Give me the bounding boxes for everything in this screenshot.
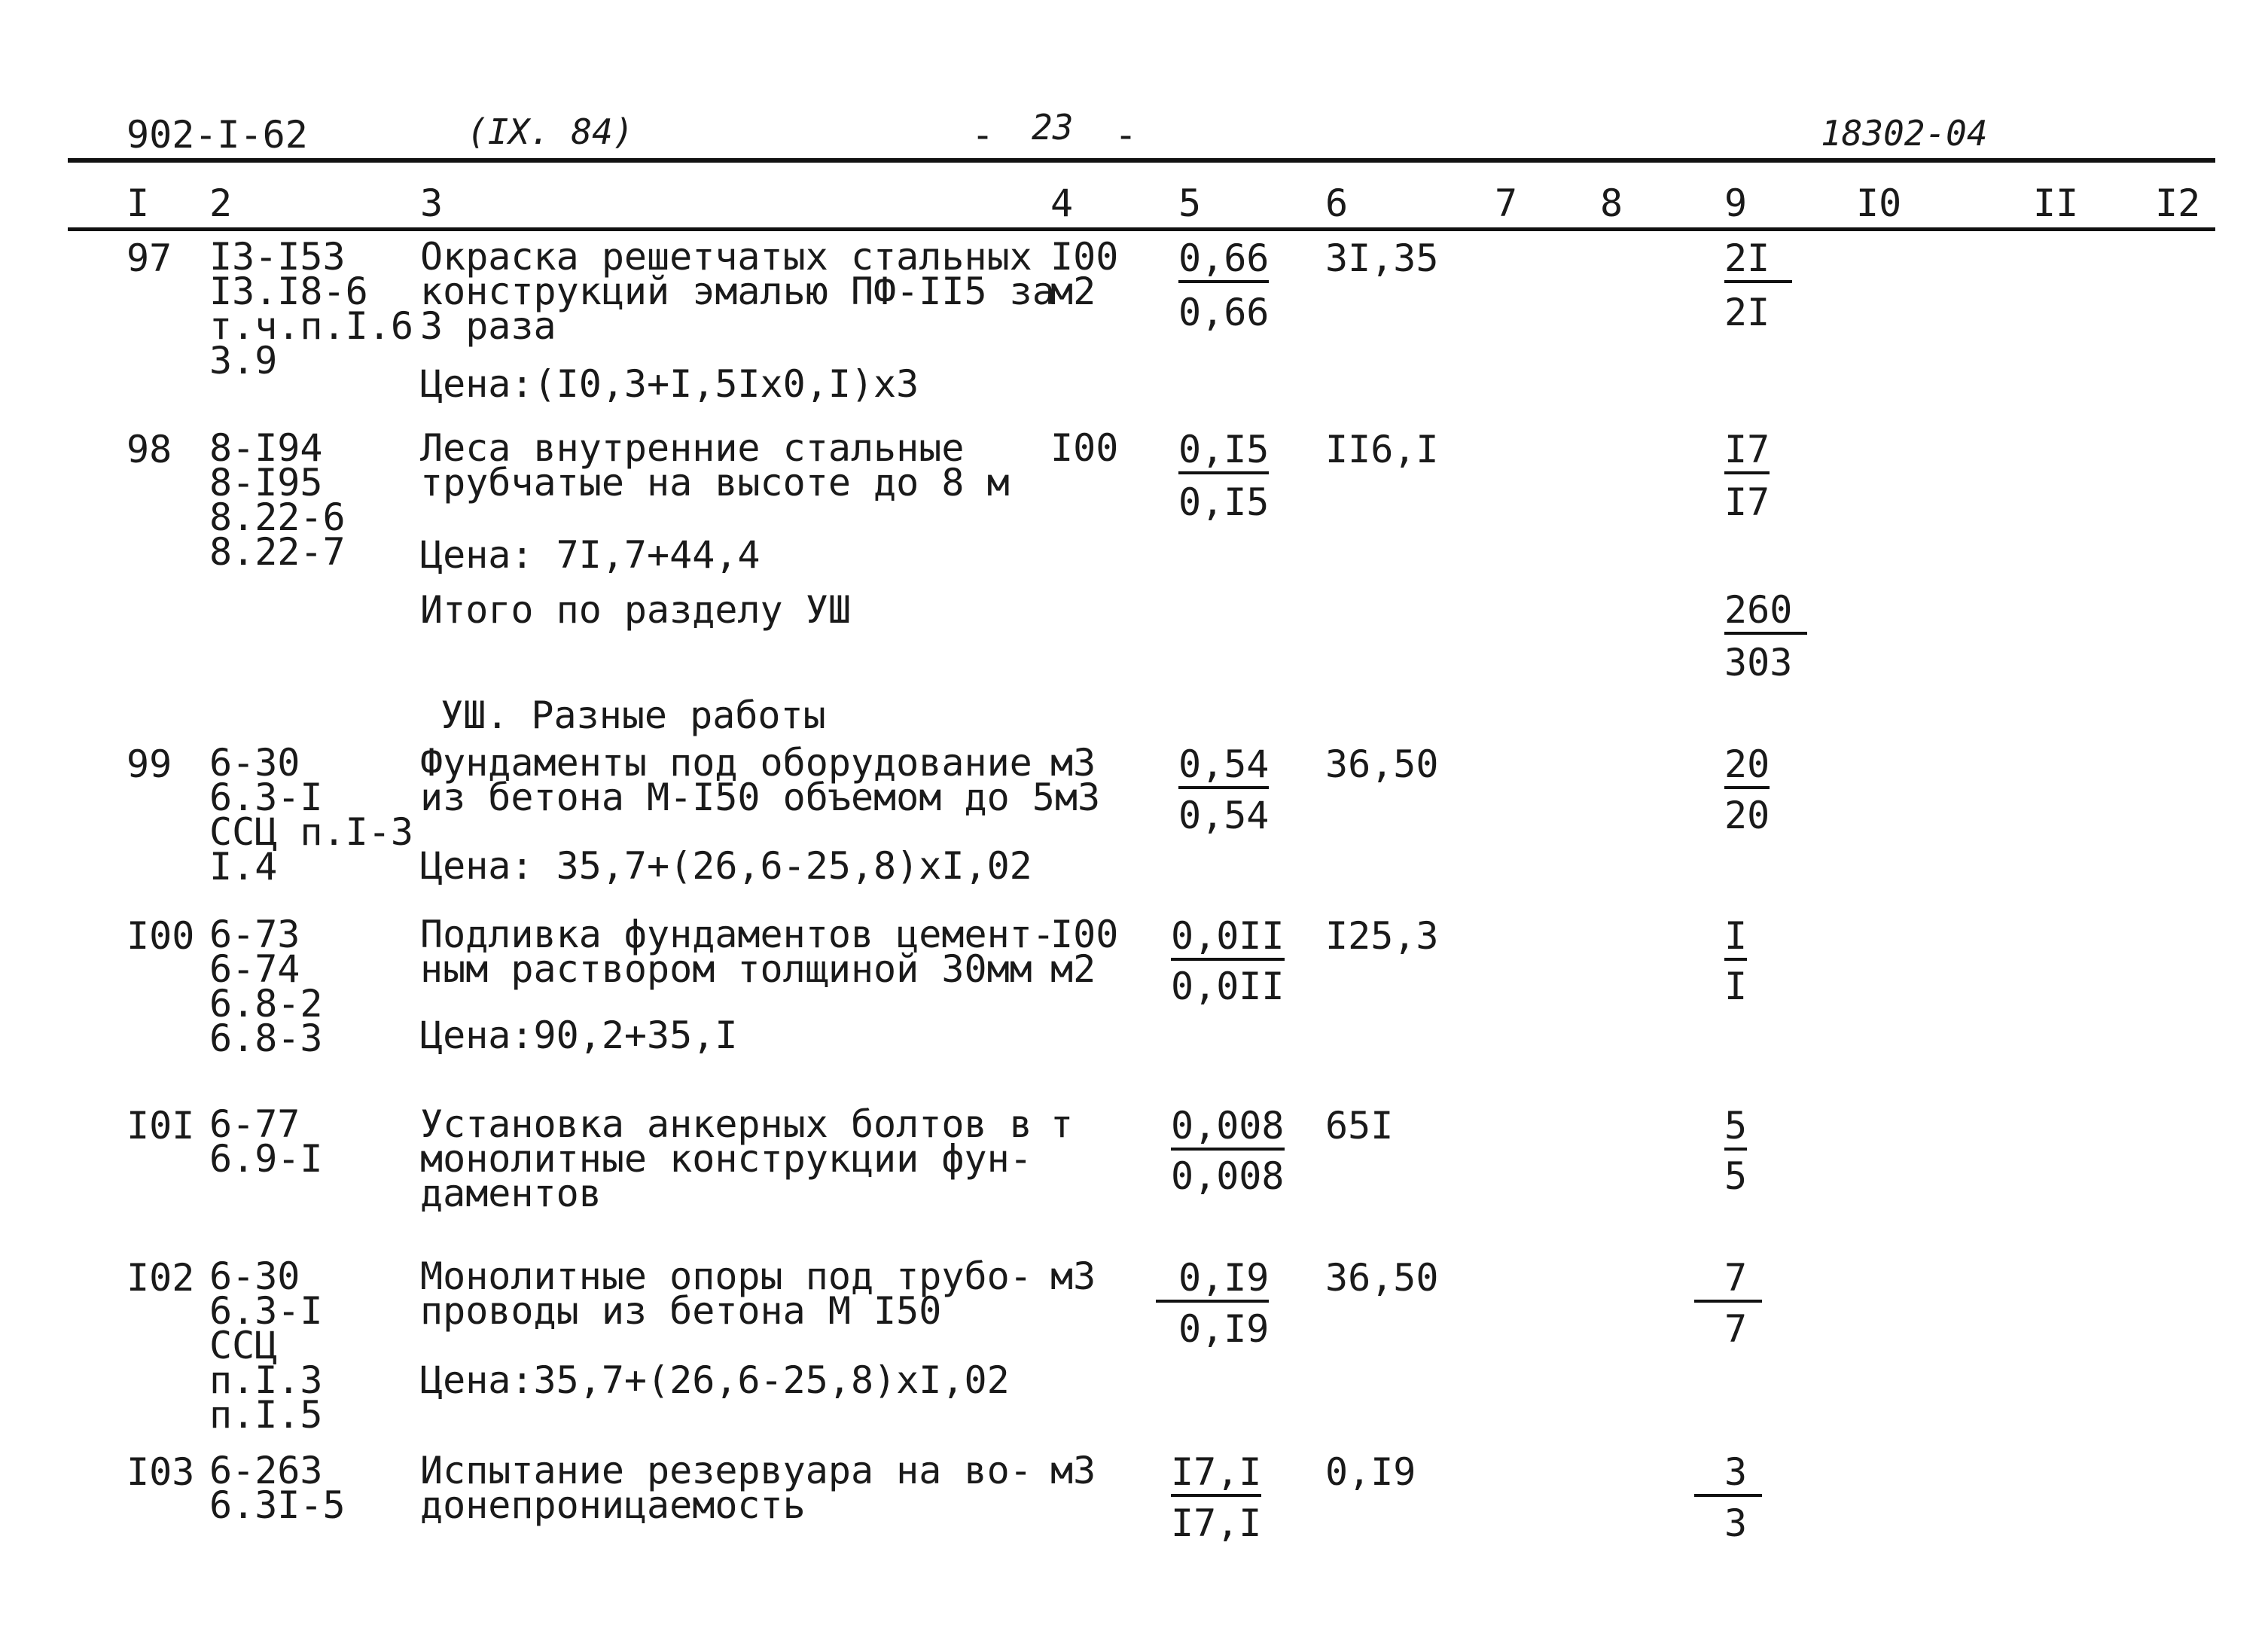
code-line: 6.3-I [209,1289,323,1333]
header-rule-top [68,158,2215,163]
col9-top-value: I7 [1724,431,1770,474]
col6-value: 36,50 [1325,1256,1439,1300]
col9-top-value: 2I [1724,239,1792,283]
col9-bottom: I [1724,965,1748,1008]
unit-line: I00 [1050,235,1119,279]
section-total-bottom: 303 [1724,641,1793,684]
code-line: 8-I94 [209,426,323,470]
qty-top [1156,1256,1270,1303]
code-line: 6.3-I [209,776,323,819]
col9-bottom: I7 [1724,480,1770,524]
qty-top-value: 0,66 [1178,239,1269,283]
col6-value: 36,50 [1325,742,1439,786]
row-codes [209,1449,346,1527]
unit-line: м3 [1050,1449,1096,1492]
row-unit [1050,426,1119,470]
code-line: п.I.3 [209,1358,323,1402]
desc-line: Леса внутренние стальные [420,426,965,470]
col9-top [1724,742,1770,789]
qty-bottom: 0,I5 [1178,480,1270,524]
section-total-label: Итого по разделу УШ [420,588,851,632]
qty-top [1178,236,1270,283]
row-price: Цена:35,7+(26,6-25,8)xI,02 [420,1358,1010,1402]
desc-line: Подливка фундаментов цемент- [420,913,1055,956]
qty-bottom: 0,I9 [1178,1307,1270,1351]
qty-top [1171,1450,1262,1497]
desc-line: 3 раза [420,304,556,348]
page-dash-right: - [1114,113,1138,157]
col-header-6: 6 [1325,181,1349,225]
code-line: I3.I8-6 [209,270,368,313]
qty-top [1171,1104,1285,1151]
code-line: I.4 [209,845,278,889]
col9-bottom: 20 [1724,794,1770,837]
col9-top [1724,914,1748,961]
desc-line: монолитные конструкции фун- [420,1137,1032,1181]
qty-bottom: 0,54 [1178,794,1270,837]
section-total-top-value: 260 [1724,591,1807,635]
desc-line: Фундаменты под оборудование [420,741,1032,785]
row-price: Цена:(I0,3+I,5Ix0,I)x3 [420,362,919,406]
row-description [420,1449,1032,1527]
col-header-5: 5 [1178,181,1202,225]
col9-top [1724,236,1792,283]
unit-line: м3 [1050,741,1096,785]
col-header-3: 3 [420,181,444,225]
desc-line: донепроницаемость [420,1483,806,1527]
col9-top-value: 7 [1694,1259,1762,1303]
code-line: 6-77 [209,1102,300,1146]
qty-bottom: 0,008 [1171,1154,1285,1198]
desc-line: Испытание резервуара на во- [420,1449,1032,1492]
code-line: ССЦ [209,1324,278,1367]
code-line: ССЦ п.I-3 [209,810,413,854]
col9-top [1724,428,1770,474]
col9-top [1694,1256,1762,1303]
row-codes [209,1102,323,1181]
row-codes [209,426,346,574]
qty-top-value: 0,I9 [1156,1259,1269,1303]
unit-line: м3 [1050,1254,1096,1298]
row-num: I0I [127,1104,195,1148]
desc-line: Установка анкерных болтов в [420,1102,1032,1146]
desc-line: трубчатые на высоте до 8 м [420,461,1010,504]
col9-top-value: I [1724,917,1747,961]
col-header-7: 7 [1495,181,1518,225]
row-description [420,1102,1032,1215]
row-codes [209,741,413,889]
qty-bottom: 0,0II [1171,965,1285,1008]
page-dash-left: - [971,113,995,157]
qty-top-value: 0,I5 [1178,431,1269,474]
row-description [420,741,1101,819]
col-header-2: 2 [209,181,233,225]
row-num: 97 [127,236,172,280]
qty-top [1178,742,1270,789]
col6-value: 3I,35 [1325,236,1439,280]
row-unit [1050,741,1096,785]
desc-line: проводы из бетона М I50 [420,1289,942,1333]
header-rule-bottom [68,227,2215,231]
col6-value: I25,3 [1325,914,1439,958]
row-unit [1050,235,1119,313]
row-unit [1050,1449,1096,1492]
code-line: 8.22-7 [209,530,346,574]
qty-top-value: 0,54 [1178,745,1269,789]
code-line: 6.9-I [209,1137,323,1181]
unit-line: I00 [1050,426,1119,470]
desc-line: ным раствором толщиной 30мм [420,947,1032,991]
code-line: 6-30 [209,1254,300,1298]
date-note: (IX. 84) [467,111,634,152]
code-line: 6.8-3 [209,1017,323,1060]
qty-top-value: I7,I [1171,1453,1261,1497]
col9-top-value: 20 [1724,745,1770,789]
row-price: Цена: 7I,7+44,4 [420,533,761,577]
col-header-1: I [127,181,150,225]
col-header-10: I0 [1856,181,1902,225]
col6-value: 65I [1325,1104,1394,1148]
col9-top-value: 3 [1694,1453,1762,1497]
code-line: 6-263 [209,1449,323,1492]
row-codes [209,235,413,383]
col-header-11: II [2033,181,2079,225]
desc-line: Окраска решетчатых стальных [420,235,1032,279]
qty-bottom: 0,66 [1178,291,1270,334]
row-num: I02 [127,1256,195,1300]
row-num: I00 [127,914,195,958]
qty-top [1178,428,1270,474]
col9-bottom: 5 [1724,1154,1748,1198]
col9-bottom: 3 [1724,1501,1748,1545]
row-num: 99 [127,742,172,786]
col-header-12: I2 [2155,181,2201,225]
col9-top-value: 5 [1724,1107,1747,1151]
code-line: 6-73 [209,913,300,956]
row-unit [1050,913,1119,991]
code-line: 3.9 [209,339,278,383]
qty-top-value: 0,0II [1171,917,1285,961]
section-total-top [1724,588,1807,635]
page-number: 23 [1032,107,1074,148]
unit-line: м2 [1050,947,1096,991]
row-num: 98 [127,428,172,471]
row-price: Цена:90,2+35,I [420,1014,738,1057]
col9-top [1694,1450,1762,1497]
col6-value: II6,I [1325,428,1439,471]
row-description [420,235,1055,348]
qty-bottom: I7,I [1171,1501,1262,1545]
code-line: I3-I53 [209,235,346,279]
sheet-code: 18302-04 [1821,113,1988,154]
code-line: 8.22-6 [209,495,346,539]
row-description [420,426,1010,504]
row-codes [209,1254,323,1437]
unit-line: м2 [1050,270,1096,313]
code-line: 6-30 [209,741,300,785]
row-price: Цена: 35,7+(26,6-25,8)xI,02 [420,844,1032,888]
code-line: 8-I95 [209,461,323,504]
col-header-4: 4 [1050,181,1074,225]
desc-line: даментов [420,1172,602,1215]
desc-line: из бетона М-I50 объемом до 5м3 [420,776,1101,819]
desc-line: Монолитные опоры под трубо- [420,1254,1032,1298]
code-line: 6.8-2 [209,982,323,1026]
doc-code: 902-I-62 [127,113,308,157]
row-unit [1050,1254,1096,1298]
col-header-8: 8 [1600,181,1623,225]
row-codes [209,913,323,1060]
unit-line: т [1050,1102,1074,1146]
row-description [420,913,1055,991]
desc-line: конструкций эмалью ПФ-II5 за [420,270,1055,313]
col6-value: 0,I9 [1325,1450,1416,1494]
row-unit [1050,1102,1074,1146]
code-line: п.I.5 [209,1393,323,1437]
row-description [420,1254,1032,1333]
unit-line: I00 [1050,913,1119,956]
code-line: 6.3I-5 [209,1483,346,1527]
code-line: т.ч.п.I.6 [209,304,413,348]
code-line: 6-74 [209,947,300,991]
col9-bottom: 7 [1724,1307,1748,1351]
qty-top-value: 0,008 [1171,1107,1285,1151]
row-num: I03 [127,1450,195,1494]
col-header-9: 9 [1724,181,1748,225]
section-heading: УШ. Разные работы [440,693,826,737]
qty-top [1171,914,1285,961]
col9-bottom: 2I [1724,291,1770,334]
col9-top [1724,1104,1748,1151]
